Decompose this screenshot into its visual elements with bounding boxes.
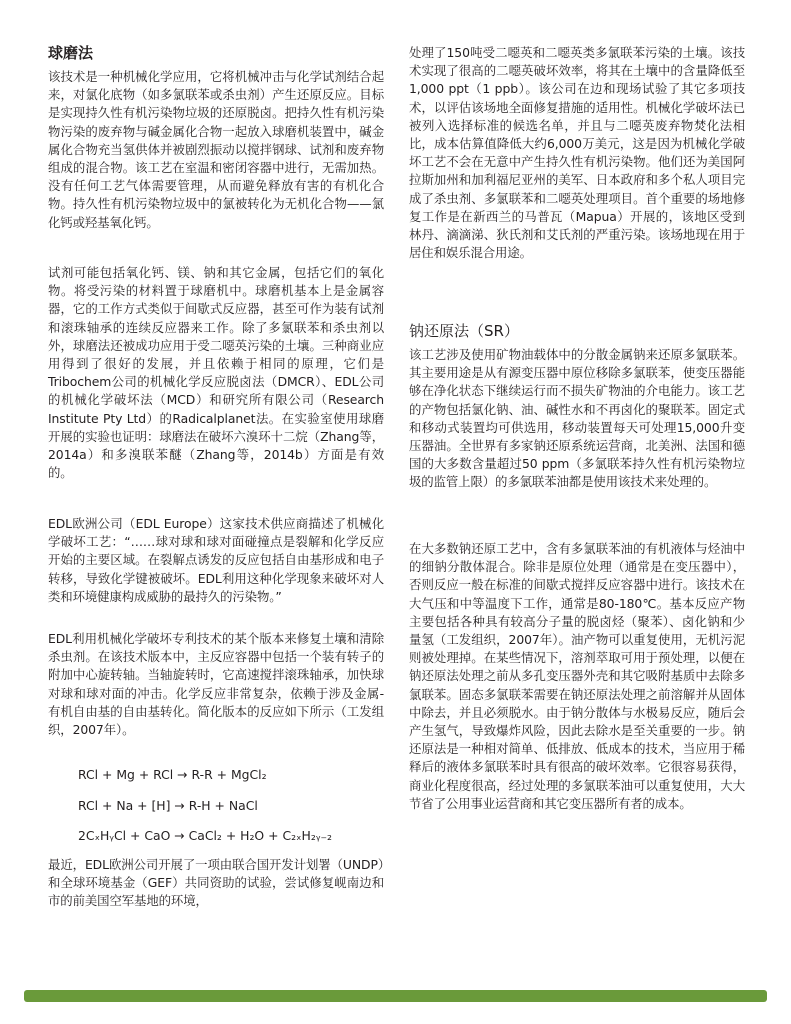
sodium-reduction-paragraph-2: 在大多数钠还原工艺中，含有多氯联苯油的有机液体与烃油中的细钠分散体混合。除非是原位处理（通常是在变压器中），否则反应一般在标准的间歇式搅拌反应容器中进行。该技术在大气压和中等温度下工作，通常是80-180℃。基本反应产物主要包括各种具有较高分子量的脱卤烃（聚苯）、卤化钠和少量氢（工发组织，2007年）。油产物可以重复使用，无机污泥则被处理掉。在某些情况下，溶剂萃取可用于预处理，以便在钠还原法处理之前从多孔变压器外壳和其它吸附基质中去除多氯联苯。固态多氯联苯需要在钠还原法处理之前溶解并从固体中除去，并且必须脱水。由于钠分散体与水极易反应，随后会产生氢气，导致爆炸风险，因此去除水是至关重要的一步。钠还原法是一种相对简单、低排放、低成本的技术，当应用于稀释后的液体多氯联苯时具有很高的破坏效率。它很容易获得，商业化程度很高，经过处理的多氯联苯油可以重复使用，大大节省了公用事业运营商和其它变压器所有者的成本。	[409, 541, 745, 811]
footer-bar	[24, 990, 767, 1002]
ball-milling-paragraph-1: 该技术是一种机械化学应用，它将机械冲击与化学试剂结合起来，对氯化底物（如多氯联苯或杀虫剂）产生还原反应。目标是实现持久性有机污染物垃圾的还原脱卤。把持久性有机污染物污染的废弃物与碱金属化合物一起放入球磨机装置中，碱金属化合物充当氢供体并被剧烈振动以搅拌钢球、试剂和废弃物组成的混合物。该工艺在室温和密闭容器中进行，无需加热。没有任何工艺气体需要管理，从而避免释放有害的有机化合物。持久性有机污染物垃圾中的氯被转化为无机化合物——氯化钙或羟基氧化钙。	[48, 69, 384, 230]
equation-2: RCl + Na + [H] → R-H + NaCl	[78, 798, 258, 813]
ball-milling-heading: 球磨法	[48, 44, 94, 62]
ball-milling-paragraph-4: EDL利用机械化学破坏专利技术的某个版本来修复土壤和清除杀虫剂。在该技术版本中，主反应容器中包括一个装有转子的附加中心旋转轴。当轴旋转时，它高速搅拌滚珠轴承，加快球对球和球对面的冲击。化学反应非常复杂，依赖于涉及金属-有机自由基的自由基转化。简化版本的反应如下所示（工发组织，2007年）。	[48, 631, 384, 738]
equation-3: 2CₓHᵧCl + CaO → CaCl₂ + H₂O + C₂ₓH₂ᵧ₋₂	[78, 828, 332, 843]
ball-milling-paragraph-5: 最近，EDL欧洲公司开展了一项由联合国开发计划署（UNDP）和全球环境基金（GEF）共同资助的试验，尝试修复岘南边和市的前美国空军基地的环境，	[48, 857, 384, 909]
equation-1: RCl + Mg + RCl → R-R + MgCl₂	[78, 767, 267, 782]
sodium-reduction-heading: 钠还原法（SR）	[409, 322, 519, 340]
ball-milling-paragraph-3: EDL欧洲公司（EDL Europe）这家技术供应商描述了机械化学破坏工艺：“……球对球和球对面碰撞点是裂解和化学反应开始的主要区域。在裂解点诱发的反应包括自由基形成和电子转移，导致化学键被破坏。EDL利用这种化学现象来破坏对人类和环境健康构成威胁的最持久的污染物。”	[48, 516, 384, 604]
ball-milling-paragraph-2: 试剂可能包括氧化钙、镁、钠和其它金属，包括它们的氧化物。将受污染的材料置于球磨机中。球磨机基本上是金属容器，它的工作方式类似于间歇式反应器，甚至可作为装有试剂和滚珠轴承的连续反应器来工作。除了多氯联苯和杀虫剂以外，球磨法还被成功应用于受二噁英污染的土壤。三种商业应用得到了很好的发展，并且依赖于相同的原理，它们是Tribochem公司的机械化学反应脱卤法（DMCR）、EDL公司的机械化学破坏法（MCD）和研究所有限公司（Research Institute Pty Ltd）的Radicalplanet法。在实验室使用球磨开展的实验也证明：球磨法在破坏六溴环十二烷（Zhang等，2014a）和多溴联苯醚（Zhang等，2014b）方面是有效的。	[48, 265, 384, 481]
ball-milling-continued-paragraph: 处理了150吨受二噁英和二噁英类多氯联苯污染的土壤。该技术实现了很高的二噁英破坏效率，将其在土壤中的含量降低至1,000 ppt（1 ppb）。该公司在边和现场试验了其它多项技术，以评估该场地全面修复措施的适用性。机械化学破坏法已被列入选择标准的候选名单，并且与二噁英废弃物焚化法相比，成本估算值降低大约6,000万美元，这是因为机械化学破坏工艺不会在无意中产生持久性有机污染物。他们还为美国阿拉斯加州和加利福尼亚州的美军、日本政府和多个私人项目完成了杀虫剂、多氯联苯和二噁英处理项目。首个重要的场地修复工作是在新西兰的马普瓦（Mapua）开展的，该地区受到林丹、滴滴涕、狄氏剂和艾氏剂的严重污染。该场地现在用于居住和娱乐混合用途。	[409, 45, 745, 261]
sodium-reduction-paragraph-1: 该工艺涉及使用矿物油载体中的分散金属钠来还原多氯联苯。其主要用途是从有源变压器中原位移除多氯联苯，使变压器能够在净化状态下继续运行而不损失矿物油的介电能力。该工艺的产物包括氯化钠、油、碱性水和不再卤化的聚联苯。固定式和移动式装置均可供选用，移动装置每天可处理15,000升变压器油。全世界有多家钠还原系统运营商，北美洲、法国和德国的大多数含量超过50 ppm（多氯联苯持久性有机污染物垃圾的监管上限）的多氯联苯油都是使用该技术来处理的。	[409, 347, 745, 490]
